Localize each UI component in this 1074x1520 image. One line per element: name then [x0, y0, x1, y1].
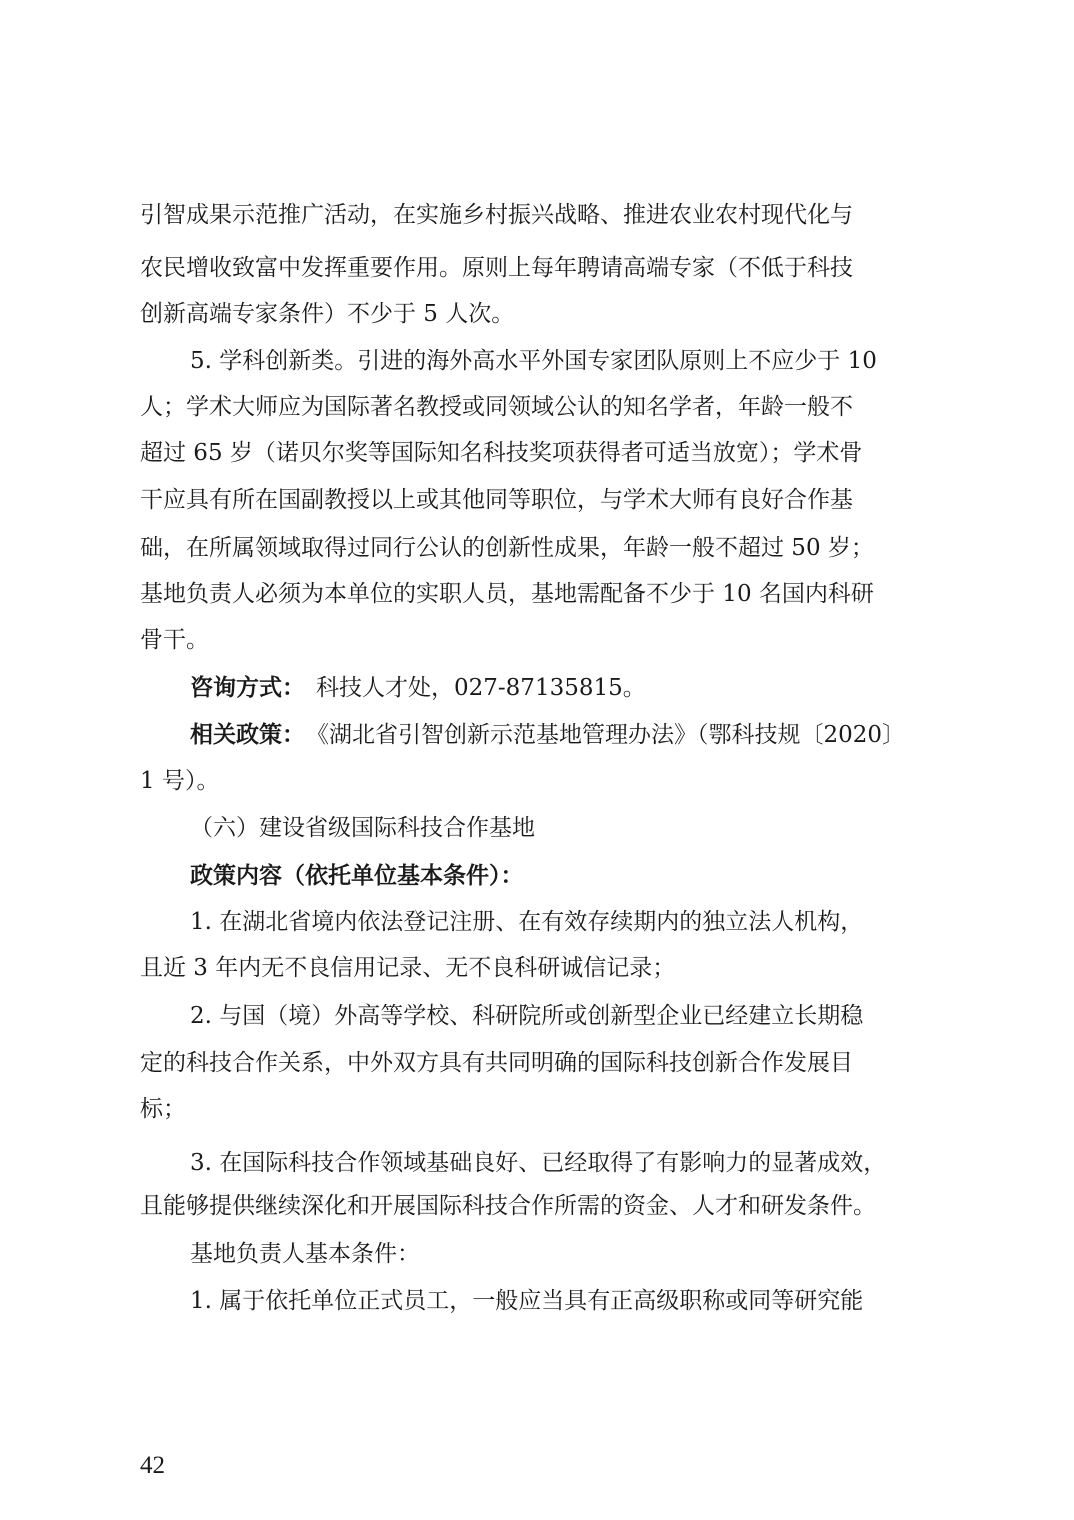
body-line-8 [0, 525, 1074, 571]
condition-line-4 [0, 1040, 1074, 1086]
text: 3. 在国际科技合作领域基础良好、已经取得了有影响力的显著成效， [190, 1150, 887, 1176]
condition-line-6 [0, 1140, 1074, 1186]
text: 5. 学科创新类。引进的海外高水平外国专家团队原则上不应少于 10 [190, 348, 877, 374]
consultation-line [0, 665, 1074, 711]
related-policy-continuation [0, 758, 1074, 804]
text: 干应具有所在国副教授以上或其他同等职位，与学术大师有良好合作基 [140, 487, 853, 513]
leader-heading [0, 1231, 1074, 1277]
text: 骨干。 [140, 627, 209, 653]
consultation-value: 科技人才处，027-87135815。 [316, 675, 646, 701]
section-heading [0, 805, 1074, 851]
condition-line-5 [0, 1086, 1074, 1132]
related-policy-line [0, 712, 1074, 758]
text: 础，在所属领域取得过同行公认的创新性成果，年龄一般不超过 50 岁； [140, 535, 874, 561]
leader-heading-text: 基地负责人基本条件： [190, 1241, 420, 1267]
related-policy-value: 《湖北省引智创新示范基地管理办法》（鄂科技规〔2020〕 [306, 722, 906, 748]
text: 超过 65 岁（诺贝尔奖等国际知名科技奖项获得者可适当放宽）；学术骨 [140, 440, 863, 466]
body-line-7 [0, 477, 1074, 523]
text: 且近 3 年内无不良信用记录、无不良科研诚信记录； [140, 955, 676, 981]
policy-content-heading-text: 政策内容（依托单位基本条件）： [190, 862, 524, 889]
related-policy-label: 相关政策： [190, 721, 305, 748]
body-line-2 [0, 245, 1074, 291]
body-line-1 [0, 192, 1074, 238]
text: 1. 在湖北省境内依法登记注册、在有效存续期内的独立法人机构， [190, 909, 864, 935]
text: 定的科技合作关系，中外双方具有共同明确的国际科技创新合作发展目 [140, 1050, 853, 1076]
body-line-9 [0, 571, 1074, 617]
condition-line-2 [0, 945, 1074, 991]
body-line-10 [0, 617, 1074, 663]
page-number: 42 [140, 1452, 165, 1479]
policy-content-heading [0, 853, 1074, 899]
condition-line-1 [0, 899, 1074, 945]
text: 且能够提供继续深化和开展国际科技合作所需的资金、人才和研发条件。 [140, 1193, 876, 1219]
condition-line-7 [0, 1183, 1074, 1229]
text: 2. 与国（境）外高等学校、科研院所或创新型企业已经建立长期稳 [190, 1003, 864, 1029]
text: 1 号）。 [140, 768, 220, 794]
body-line-4 [0, 338, 1074, 384]
text: 人；学术大师应为国际著名教授或同领域公认的知名学者，年龄一般不 [140, 394, 853, 420]
text: 1. 属于依托单位正式员工，一般应当具有正高级职称或同等研究能 [190, 1288, 864, 1314]
text: 创新高端专家条件）不少于 5 人次。 [140, 301, 515, 327]
body-line-3 [0, 291, 1074, 337]
text: 引智成果示范推广活动，在实施乡村振兴战略、推进农业农村现代化与 [140, 202, 853, 228]
consultation-label: 咨询方式： [190, 674, 305, 701]
text: 农民增收致富中发挥重要作用。原则上每年聘请高端专家（不低于科技 [140, 255, 853, 281]
condition-line-3 [0, 993, 1074, 1039]
text: 标； [140, 1096, 186, 1122]
leader-condition-line-1 [0, 1278, 1074, 1324]
section-heading-text: （六）建设省级国际科技合作基地 [190, 815, 535, 841]
body-line-6 [0, 430, 1074, 476]
text: 基地负责人必须为本单位的实职人员，基地需配备不少于 10 名国内科研 [140, 581, 874, 607]
body-line-5 [0, 384, 1074, 430]
